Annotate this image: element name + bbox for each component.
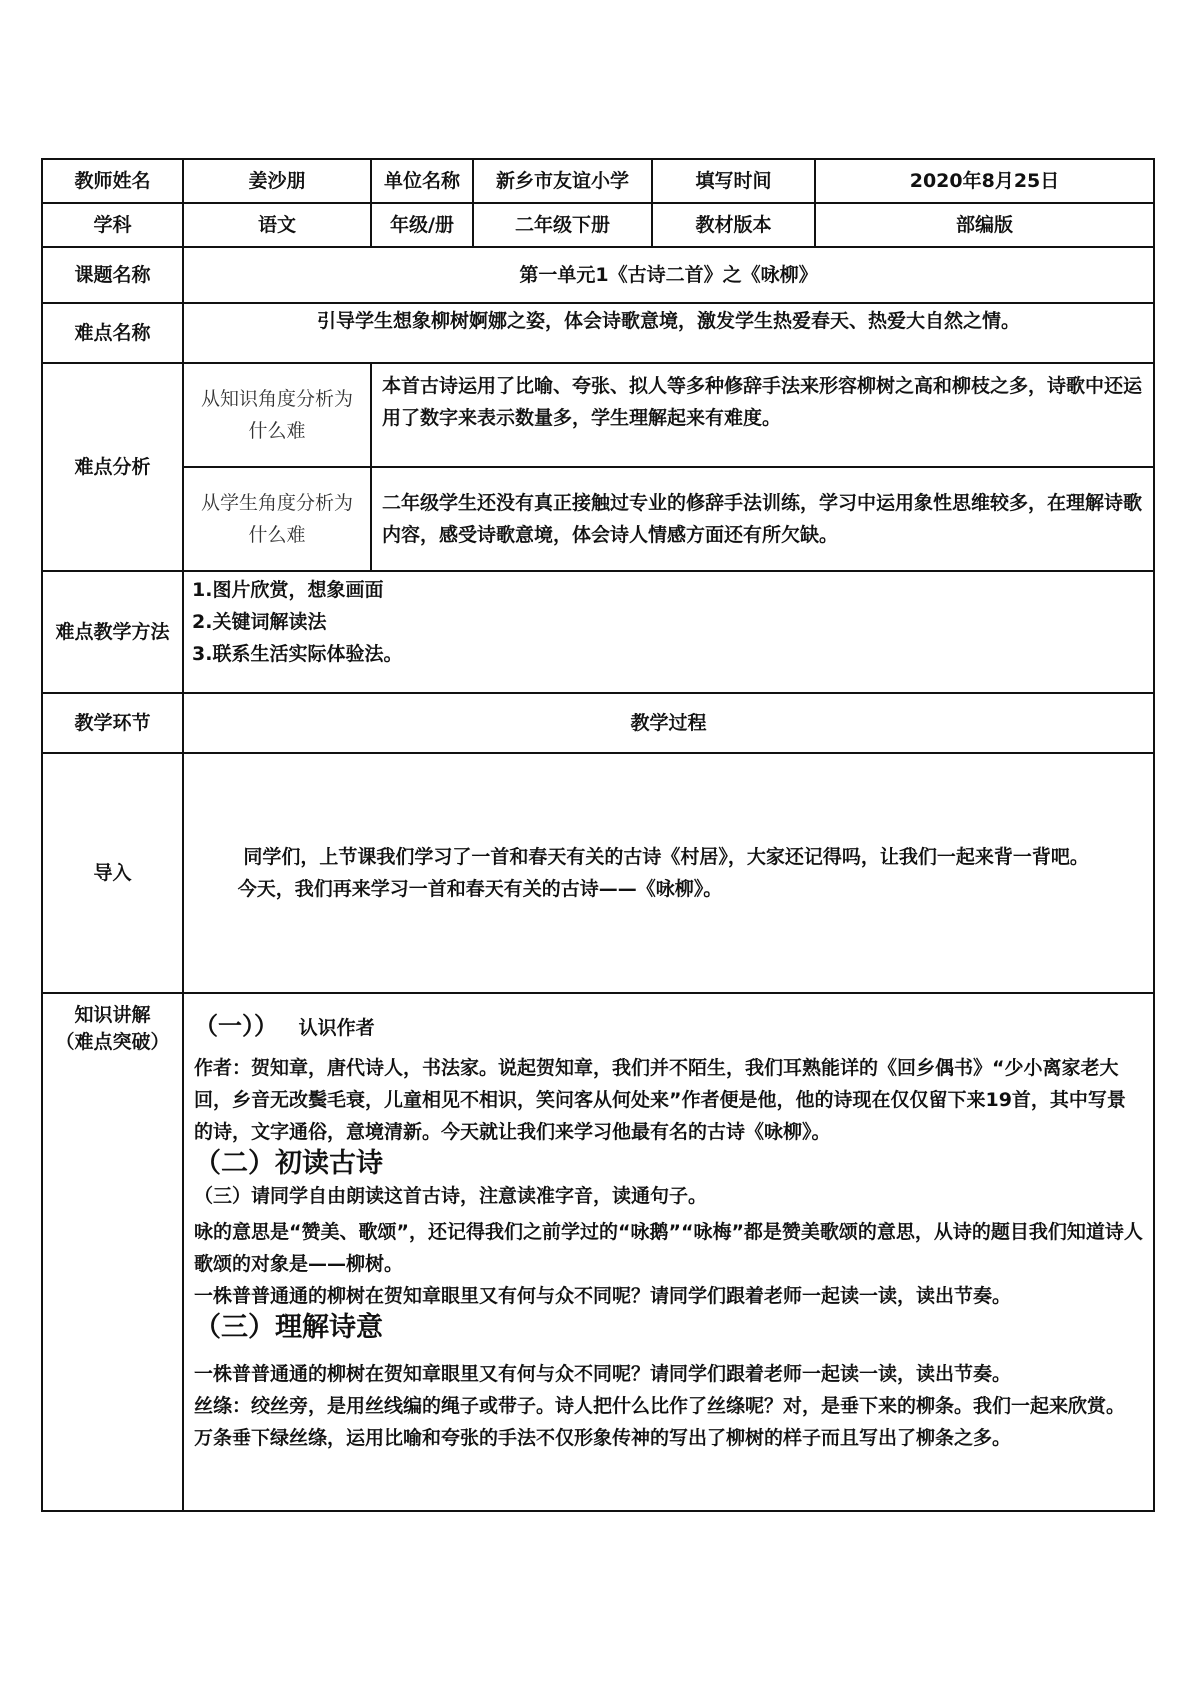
process-stage-label: 教学环节: [42, 693, 183, 753]
knowledge-angle-label: 从知识角度分析为什么难: [183, 363, 371, 467]
subject-value: 语文: [183, 203, 371, 247]
yong-paragraph: 咏的意思是“赞美、歌颂”，还记得我们之前学过的“咏鹅”“咏梅”都是赞美歌颂的意思，从诗的题目我们知道诗人歌颂的对象是——柳树。: [194, 1221, 1143, 1275]
topic-value: 第一单元1《古诗二首》之《咏柳》: [183, 247, 1154, 303]
methods-label: 难点教学方法: [42, 571, 183, 693]
section-1-number: （一））: [194, 1012, 278, 1040]
difficulty-row: [42, 303, 1154, 363]
intro-label: 导入: [42, 753, 183, 993]
intro-paragraph-1: 同学们，上节课我们学习了一首和春天有关的古诗《村居》，大家还记得吗，让我们一起来背一背吧。: [243, 846, 1089, 868]
edition-label: 教材版本: [652, 203, 815, 247]
analysis-label: 难点分析: [42, 363, 183, 571]
knowledge-row: [42, 993, 1154, 1511]
process-header-row: [42, 693, 1154, 753]
methods-row: [42, 571, 1154, 693]
knowledge-content: [183, 993, 1154, 1511]
analysis-row-2: [42, 467, 1154, 571]
student-angle-text: 二年级学生还没有真正接触过专业的修辞手法训练，学习中运用象性思维较多，在理解诗歌内容，感受诗歌意境，体会诗人情感方面还有所欠缺。: [371, 467, 1154, 571]
section-3-heading: （三）理解诗意: [194, 1312, 383, 1343]
analysis-row-1: [42, 363, 1154, 467]
section-3-instruction: （三）请同学自由朗读这首古诗，注意读准字音，读通句子。: [194, 1185, 708, 1207]
teacher-name-value: 姜沙朋: [183, 159, 371, 203]
intro-paragraph-2: 今天，我们再来学习一首和春天有关的古诗——《咏柳》。: [237, 878, 723, 900]
section-2-heading: （二）初读古诗: [194, 1148, 383, 1179]
section-1-heading: [194, 1010, 1143, 1044]
fill-date-label: 填写时间: [652, 159, 815, 203]
student-angle-label: 从学生角度分析为什么难: [183, 467, 371, 571]
silk-paragraph: 丝绦：绞丝旁，是用丝线编的绳子或带子。诗人把什么比作了丝绦呢？对，是垂下来的柳条。我们一起来欣赏。: [194, 1395, 1126, 1417]
topic-row: [42, 247, 1154, 303]
edition-value: 部编版: [815, 203, 1154, 247]
teacher-name-label: 教师姓名: [42, 159, 183, 203]
method-item-3: 3.联系生活实际体验法。: [192, 643, 403, 665]
knowledge-angle-text: 本首古诗运用了比喻、夸张、拟人等多种修辞手法来形容柳树之高和柳枝之多，诗歌中还运用了数字来表示数量多，学生理解起来有难度。: [371, 363, 1154, 467]
knowledge-label-line-2: （难点突破）: [55, 1030, 170, 1053]
difficulty-value: 引导学生想象柳树婀娜之姿，体会诗歌意境，激发学生热爱春天、热爱大自然之情。: [183, 303, 1154, 363]
grade-value: 二年级下册: [473, 203, 652, 247]
topic-label: 课题名称: [42, 247, 183, 303]
method-item-2: 2.关键词解读法: [192, 611, 327, 633]
lesson-plan-table: [41, 158, 1155, 1512]
fill-date-value: 2020年8月25日: [815, 159, 1154, 203]
subject-label: 学科: [42, 203, 183, 247]
intro-row: [42, 753, 1154, 993]
header-row-2: [42, 203, 1154, 247]
knowledge-label-line-1: 知识讲解: [74, 1004, 151, 1026]
method-item-1: 1.图片欣赏，想象画面: [192, 579, 384, 601]
section-1-title: 认识作者: [298, 1017, 375, 1039]
process-content-label: 教学过程: [183, 693, 1154, 753]
reading-instruction-2: 一株普普通通的柳树在贺知章眼里又有何与众不同呢？请同学们跟着老师一起读一读，读出节奏。: [194, 1363, 1012, 1385]
intro-content: [183, 753, 1154, 993]
knowledge-label: [42, 993, 183, 1511]
author-paragraph: 作者：贺知章，唐代诗人，书法家。说起贺知章，我们并不陌生，我们耳熟能详的《回乡偶书》“少小离家老大回，乡音无改鬓毛衰，儿童相见不相识，笑问客从何处来”作者便是他，他的诗现在仅仅留下来19首，其中写景的诗，文字通俗，意境清新。今天就让我们来学习他最有名的古诗《咏柳》。: [194, 1057, 1126, 1143]
header-row-1: [42, 159, 1154, 203]
unit-name-value: 新乡市友谊小学: [473, 159, 652, 203]
unit-name-label: 单位名称: [371, 159, 473, 203]
grade-label: 年级/册: [371, 203, 473, 247]
difficulty-label: 难点名称: [42, 303, 183, 363]
summary-paragraph: 万条垂下绿丝绦，运用比喻和夸张的手法不仅形象传神的写出了柳树的样子而且写出了柳条之多。: [194, 1427, 1012, 1449]
reading-instruction-1: 一株普普通通的柳树在贺知章眼里又有何与众不同呢？请同学们跟着老师一起读一读，读出节奏。: [194, 1285, 1012, 1307]
methods-list: [183, 571, 1154, 693]
